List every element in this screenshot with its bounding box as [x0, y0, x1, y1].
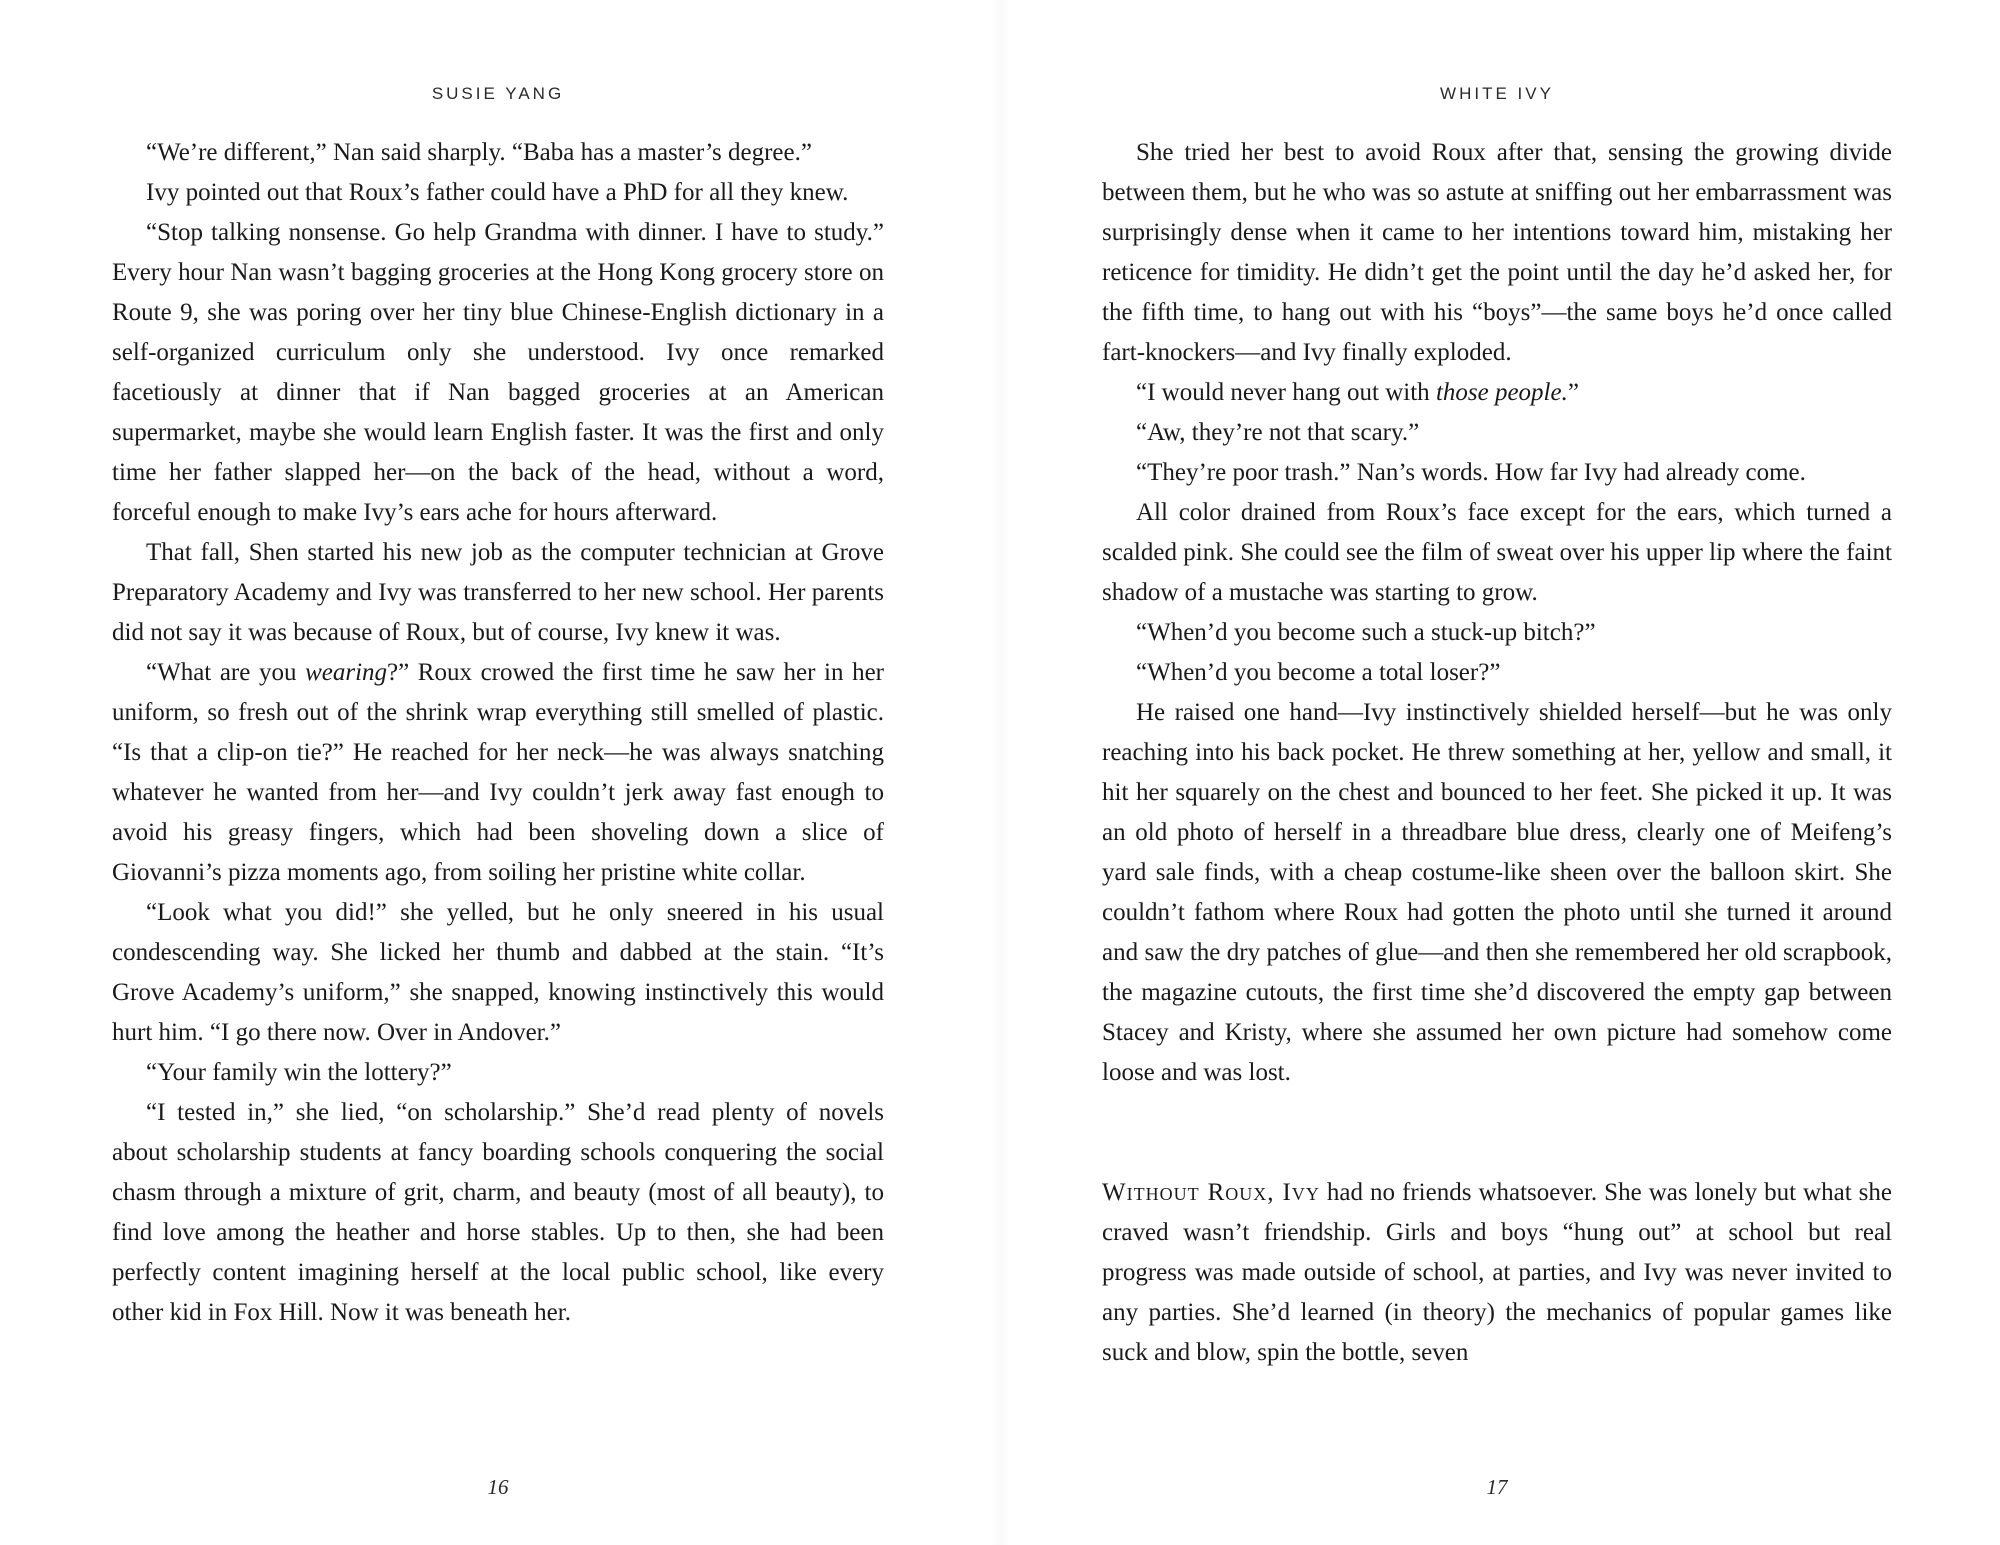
- paragraph: [112, 133, 884, 173]
- paragraph: [112, 893, 884, 1053]
- text-run: “Aw, they’re not that scary.”: [1136, 419, 1420, 446]
- paragraph: [1102, 133, 1892, 373]
- gutter: [990, 0, 1010, 1545]
- text-run: “Your family win the lottery?”: [146, 1059, 452, 1086]
- paragraph: [112, 533, 884, 653]
- paragraph: [112, 1093, 884, 1333]
- right-page-text: [1102, 133, 1892, 1373]
- paragraph: [112, 1053, 884, 1093]
- section-opening-smallcaps: Without Roux, Ivy: [1102, 1179, 1320, 1206]
- paragraph: [1102, 493, 1892, 613]
- paragraph: [112, 213, 884, 533]
- text-run: “Look what you did!” she yelled, but he only sneered in his usual condescending way. She licked her thumb and dabbed at the stain. “It’s Grove Academy’s uniform,” she snapped, knowing instinctively this would hurt him. “I go there now. Over in Andover.”: [112, 899, 884, 1046]
- text-run: That fall, Shen started his new job as the computer technician at Grove Preparatory Academy and Ivy was transferred to her new school. Her parents did not say it was because of Roux, but of course, Ivy knew it was.: [112, 539, 884, 646]
- text-run: “We’re different,” Nan said sharply. “Baba has a master’s degree.”: [146, 139, 812, 166]
- right-page: [1102, 0, 1892, 1545]
- text-run: “I tested in,” she lied, “on scholarship.” She’d read plenty of novels about scholarship students at fancy boarding schools conquering the social chasm through a mixture of grit, charm, and beauty (most of all beauty), to find love among the heather and horse stables. Up to then, she had been perfectly content imagining herself at the local public school, like every other kid in Fox Hill. Now it was beneath her.: [112, 1099, 884, 1326]
- text-run: “They’re poor trash.” Nan’s words. How far Ivy had already come.: [1136, 459, 1806, 486]
- paragraph: [112, 173, 884, 213]
- text-run: He raised one hand—Ivy instinctively shielded herself—but he was only reaching into his back pocket. He threw something at her, yellow and small, it hit her squarely on the chest and bounced to her feet. She picked it up. It was an old photo of herself in a threadbare blue dress, clearly one of Meifeng’s yard sale finds, with a cheap costume-like sheen over the balloon skirt. She couldn’t fathom where Roux had gotten the photo until she turned it around and saw the dry patches of glue—and then she remembered her old scrapbook, the magazine cutouts, the first time she’d discovered the empty gap between Stacey and Kristy, where she assumed her own picture had somehow come loose and was lost.: [1102, 699, 1892, 1086]
- paragraph: [1102, 373, 1892, 413]
- page-number-left: 16: [487, 1475, 509, 1499]
- paragraph: [1102, 1173, 1892, 1373]
- text-run: “When’d you become such a stuck-up bitch?”: [1136, 619, 1596, 646]
- italic-text: those people.: [1435, 379, 1568, 406]
- text-run: ”: [1567, 379, 1579, 406]
- running-head-title: WHITE IVY: [1440, 84, 1554, 103]
- text-run: Ivy pointed out that Roux’s father could have a PhD for all they knew.: [146, 179, 849, 206]
- page-number-right: 17: [1486, 1475, 1508, 1499]
- running-head-author: SUSIE YANG: [431, 84, 565, 103]
- left-page-text: [112, 133, 884, 1333]
- left-page: [112, 0, 884, 1545]
- text-run: ?” Roux crowed the first time he saw her in her uniform, so fresh out of the shrink wrap everything still smelled of plastic. “Is that a clip-on tie?” He reached for her neck—he was always snatching whatever he wanted from her—and Ivy couldn’t jerk away fast enough to avoid his greasy fingers, which had been shoveling down a slice of Giovanni’s pizza moments ago, from soiling her pristine white collar.: [112, 659, 884, 886]
- text-run: had no friends whatsoever. She was lonely but what she craved wasn’t friendship. Girls and boys “hung out” at school but real progress was made outside of school, at parties, and Ivy was never invited to any parties. She’d learned (in theory) the mechanics of popular games like suck and blow, spin the bottle, seven: [1102, 1179, 1892, 1366]
- text-run: “What are you: [146, 659, 306, 686]
- paragraph: [1102, 453, 1892, 493]
- paragraph: [1102, 613, 1892, 653]
- paragraph: [1102, 653, 1892, 693]
- text-run: “When’d you become a total loser?”: [1136, 659, 1501, 686]
- italic-text: wearing: [305, 659, 388, 686]
- text-run: “I would never hang out with: [1136, 379, 1436, 406]
- text-run: All color drained from Roux’s face except for the ears, which turned a scalded pink. She could see the film of sweat over his upper lip where the faint shadow of a mustache was starting to grow.: [1102, 499, 1892, 606]
- text-run: “Stop talking nonsense. Go help Grandma with dinner. I have to study.” Every hour Nan wasn’t bagging groceries at the Hong Kong grocery store on Route 9, she was poring over her tiny blue Chinese-English dictionary in a self-organized curriculum only she understood. Ivy once remarked facetiously at dinner that if Nan bagged groceries at an American supermarket, maybe she would learn English faster. It was the first and only time her father slapped her—on the back of the head, without a word, forceful enough to make Ivy’s ears ache for hours afterward.: [112, 219, 884, 526]
- text-run: She tried her best to avoid Roux after that, sensing the growing divide between them, but he who was so astute at sniffing out her embarrassment was surprisingly dense when it came to her intentions toward him, mistaking her reticence for timidity. He didn’t get the point until the day he’d asked her, for the fifth time, to hang out with his “boys”—the same boys he’d once called fart-knockers—and Ivy finally exploded.: [1102, 139, 1892, 366]
- paragraph: [1102, 413, 1892, 453]
- paragraph: [1102, 693, 1892, 1093]
- paragraph: [112, 653, 884, 893]
